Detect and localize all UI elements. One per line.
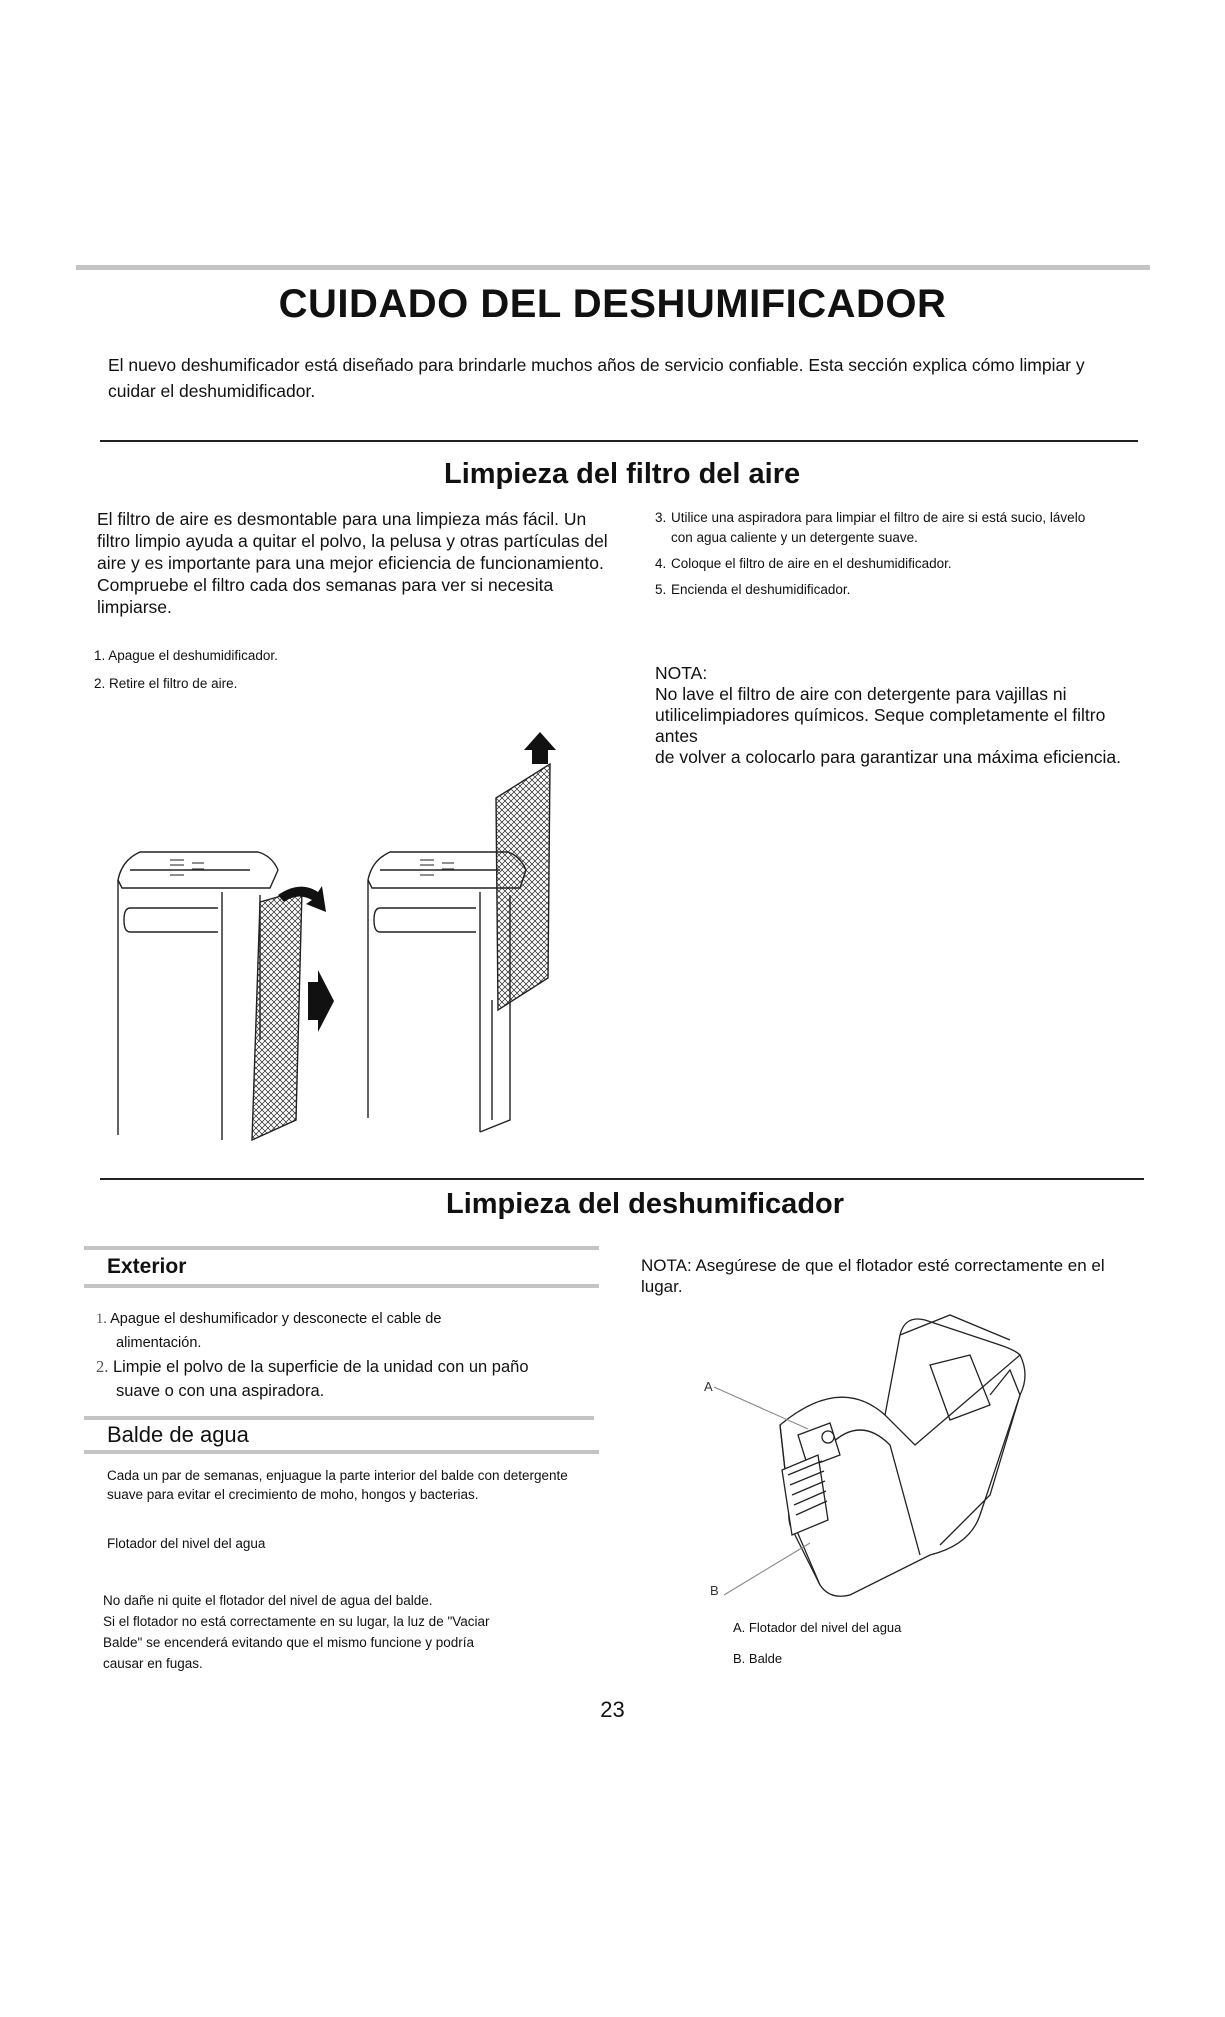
filter-steps-right [655, 508, 1095, 600]
exterior-step-2: 2. Limpie el polvo de la superficie de la unidad con un paño suave o con una aspiradora. [96, 1357, 529, 1400]
step-2: 2. Retire el filtro de aire. [94, 676, 238, 691]
diagram-label-a: A [704, 1379, 713, 1394]
filter-note: NOTA: No lave el filtro de aire con detergente para vajillas ni utilicelimpiadores químicos. Seque completamente el filtro antes de volver a colocarlo para garantizar una máxima eficiencia. [655, 663, 1121, 767]
filter-tilting [252, 890, 302, 1140]
step-5: 5. Encienda el deshumidificador. [655, 582, 851, 597]
up-arrow-icon [524, 732, 556, 764]
bucket-diagram [690, 1295, 1050, 1615]
keypad-right [420, 860, 454, 875]
exterior-step-1: 1. Apague el deshumificador y desconecte el cable de alimentación. [96, 1311, 442, 1351]
bucket-paragraph: Cada un par de semanas, enjuague la parte interior del balde con detergente suave para evitar el crecimiento de moho, hongos y bacterias. [107, 1468, 568, 1502]
page-title: CUIDADO DEL DESHUMIFICADOR [278, 282, 947, 326]
step-3: 3. Utilice una aspiradora para limpiar el filtro de aire si está sucio, lávelo con agua caliente y un detergente suave. [655, 510, 1086, 545]
bucket-title: Balde de agua [107, 1422, 249, 1447]
float-warning: No dañe ni quite el flotador del nivel de agua del balde. Si el flotador no está correctamente en su lugar, la luz de "Vaciar Balde" se encenderá evitando que el mismo funcione y podría causar en fugas. [103, 1593, 490, 1671]
step-4: 4. Coloque el filtro de aire en el deshumidificador. [655, 556, 952, 571]
filter-section-heading: Limpieza del filtro del aire [444, 458, 801, 490]
filter-steps-left [94, 645, 494, 695]
float-label: Flotador del nivel del agua [107, 1536, 266, 1551]
exterior-steps [96, 1307, 616, 1403]
step-1: 1. Apague el deshumidificador. [94, 648, 278, 663]
top-divider [76, 265, 1150, 270]
filter-removal-illustration [100, 720, 590, 1150]
bucket-bar-top [84, 1416, 594, 1420]
exterior-title: Exterior [107, 1255, 187, 1278]
page-number: 23 [600, 1697, 625, 1722]
next-step-arrow-icon [308, 970, 334, 1032]
bucket-bar-bottom [84, 1450, 599, 1454]
exterior-bar-bottom [84, 1284, 599, 1288]
diagram-label-b: B [710, 1583, 719, 1598]
filter-section-divider [100, 440, 1138, 442]
exterior-bar-top [84, 1246, 599, 1250]
unit-section-heading: Limpieza del deshumificador [446, 1188, 845, 1220]
caption-a: A. Flotador del nivel del agua [733, 1620, 902, 1635]
keypad-left [170, 860, 204, 875]
unit-section-divider [100, 1178, 1144, 1180]
intro-paragraph: El nuevo deshumificador está diseñado para brindarle muchos años de servicio confiable. Esta sección explica cómo limpiar y cuidar el deshumidificador. [108, 355, 1085, 401]
water-level-float [782, 1423, 840, 1535]
filter-lifted-out [496, 764, 550, 1010]
filter-paragraph: El filtro de aire es desmontable para una limpieza más fácil. Un filtro limpio ayuda a quitar el polvo, la pelusa y otras partículas del aire y es importante para una mejor eficiencia de funcionamiento. Compruebe el filtro cada dos semanas para ver si necesita limpiarse. [97, 509, 608, 617]
caption-b: B. Balde [733, 1651, 783, 1666]
float-note: NOTA: Asegúrese de que el flotador esté correctamente en el lugar. [641, 1256, 1105, 1296]
